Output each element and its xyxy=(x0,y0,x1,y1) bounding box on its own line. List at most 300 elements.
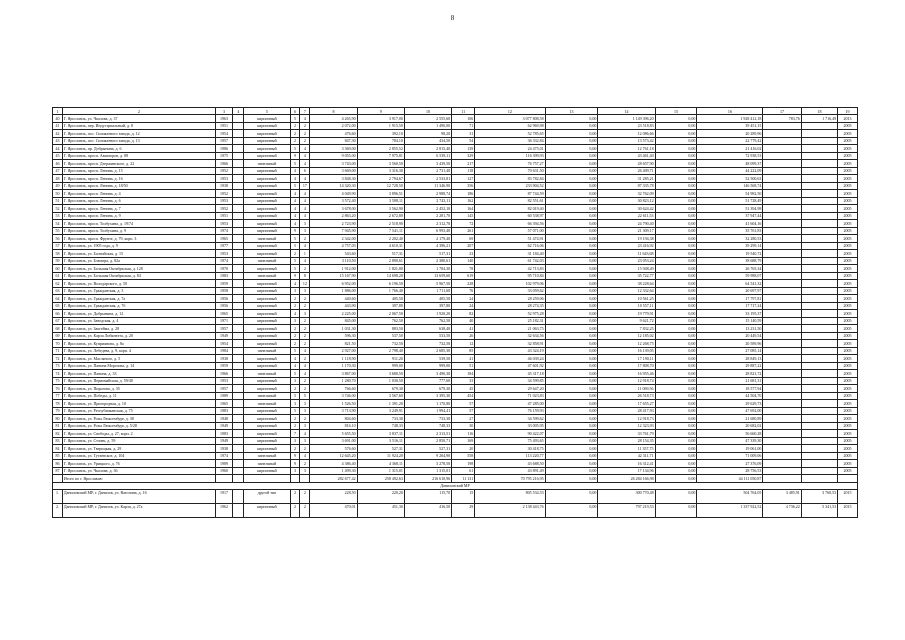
table-cell: 1 716,49 xyxy=(801,115,837,123)
table-cell xyxy=(233,445,244,453)
table-cell: 33 xyxy=(452,377,475,385)
table-cell: 1951 xyxy=(215,212,233,220)
table-cell xyxy=(801,137,837,145)
table-row xyxy=(53,437,858,445)
table-cell: 3 560,50 xyxy=(357,160,404,168)
table-cell: 5 xyxy=(290,115,300,123)
table-cell xyxy=(233,325,244,333)
table-cell: 10 557,11 xyxy=(598,302,655,310)
table-cell: 576,60 xyxy=(310,445,357,453)
table-cell: 470,01 xyxy=(310,504,357,518)
table-cell: 2 xyxy=(290,415,300,423)
table-cell: 3 316,30 xyxy=(357,167,404,175)
table-cell: 113 220,77 xyxy=(475,452,545,460)
table-cell: 2 xyxy=(300,415,310,423)
table-cell: 2005 xyxy=(838,340,858,348)
table-cell xyxy=(233,227,244,235)
table-cell: кирпичный xyxy=(244,190,290,198)
table-cell: 0,00 xyxy=(545,377,598,385)
table-row xyxy=(53,212,858,220)
table-cell: панельный xyxy=(244,400,290,408)
table-cell xyxy=(763,295,801,303)
table-cell: кирпичный xyxy=(244,220,290,228)
table-cell: 9 xyxy=(290,452,300,460)
table-cell: Г. Ярославль, ул. Панина, д. 33 xyxy=(62,370,215,378)
table-cell xyxy=(763,220,801,228)
table-cell: кирпичный xyxy=(244,504,290,518)
table-cell: 2 312,70 xyxy=(404,220,451,228)
table-cell: 72 938,53 xyxy=(697,152,763,160)
table-cell: кирпичный xyxy=(244,137,290,145)
table-cell: 2 xyxy=(300,302,310,310)
table-cell: 17 797,81 xyxy=(697,295,763,303)
table-cell: кирпичный xyxy=(244,317,290,325)
table-row xyxy=(53,235,858,243)
table-cell: кирпичный xyxy=(244,422,290,430)
table-cell: 2 179,40 xyxy=(404,235,451,243)
table-cell: 2005 xyxy=(838,302,858,310)
table-cell xyxy=(801,422,837,430)
table-cell: 44 xyxy=(53,145,63,153)
table-cell: 6 xyxy=(300,167,310,175)
table-cell: 0,00 xyxy=(545,407,598,415)
table-cell: 15 167,90 xyxy=(310,272,357,280)
table-cell: Г. Ярославль, ул. Лебедева, д. 9, корп. 4 xyxy=(62,347,215,355)
table-cell: 53 xyxy=(53,212,63,220)
table-cell xyxy=(763,445,801,453)
table-row xyxy=(53,115,858,123)
table-cell: 140 xyxy=(452,257,475,265)
table-cell: 0,00 xyxy=(655,362,697,370)
table-row xyxy=(53,302,858,310)
table-cell: 2 xyxy=(300,504,310,518)
table-cell: 533,50 xyxy=(404,332,451,340)
table-cell: 29 647,20 xyxy=(475,385,545,393)
table-cell xyxy=(233,362,244,370)
table-cell: 0,00 xyxy=(545,167,598,175)
table-cell: 47 601,92 xyxy=(475,362,545,370)
table-cell: 434,50 xyxy=(404,137,451,145)
table-cell: 619 xyxy=(452,272,475,280)
table-cell: Даниловский МР, г. Данилов, ул. Карла, д. 27а xyxy=(62,504,215,518)
table-cell xyxy=(763,212,801,220)
table-cell: 2005 xyxy=(838,280,858,288)
table-cell xyxy=(801,265,837,273)
table-cell: 1965 xyxy=(215,400,233,408)
table-cell: Г. Ярославль, просп. Ленина, д. 9 xyxy=(62,212,215,220)
table-cell: 2 xyxy=(300,235,310,243)
table-cell: 17 655,27 xyxy=(598,400,655,408)
table-cell: 3 395,30 xyxy=(404,392,451,400)
table-cell: 106 xyxy=(452,115,475,123)
table-cell xyxy=(763,467,801,475)
table-cell: 28 274,35 xyxy=(475,302,545,310)
table-cell: Г. Ярославль, ул. Масляного, д. 5 xyxy=(62,355,215,363)
table-cell: 2 xyxy=(300,332,310,340)
table-cell: 4 xyxy=(300,175,310,183)
table-cell xyxy=(233,280,244,288)
table-cell: 21 063,75 xyxy=(475,325,545,333)
table-row xyxy=(53,347,858,355)
table-cell: Г. Ярославль, ул. Пирогова, д. 35 xyxy=(62,385,215,393)
table-cell: кирпичный xyxy=(244,302,290,310)
table-cell xyxy=(801,130,837,138)
table-cell xyxy=(244,475,290,483)
table-cell: 65 xyxy=(53,302,63,310)
table-cell: 3 837,11 xyxy=(357,430,404,438)
table-cell: 3 xyxy=(290,317,300,325)
table-cell: Г. Ярославль, ул. Закгейма, д. 28 xyxy=(62,325,215,333)
table-cell: 0,00 xyxy=(545,250,598,258)
table-cell: 0,00 xyxy=(545,332,598,340)
table-cell: 80 xyxy=(53,415,63,423)
table-cell: 543,60 xyxy=(310,250,357,258)
table-cell: Г. Ярославль, просп. Фрунзе, д. 79, корп. 3 xyxy=(62,235,215,243)
table-cell: 4 xyxy=(300,370,310,378)
table-cell: 30 xyxy=(452,422,475,430)
table-cell: 4 xyxy=(290,220,300,228)
table-cell: 2005 xyxy=(838,415,858,423)
table-cell xyxy=(801,415,837,423)
table-cell: 83 xyxy=(53,437,63,445)
table-cell: 82 xyxy=(452,310,475,318)
table-cell: 20 682,02 xyxy=(697,422,763,430)
table-cell: кирпичный xyxy=(244,325,290,333)
table-cell: Г. Ярославль, ул. Розы Люксембург, д. 38 xyxy=(62,415,215,423)
table-row xyxy=(53,175,858,183)
table-cell: 596,30 xyxy=(310,332,357,340)
table-cell: 4 xyxy=(290,355,300,363)
table-cell: 0,00 xyxy=(655,504,697,518)
table-cell: 0,00 xyxy=(655,407,697,415)
table-cell: 2 xyxy=(290,340,300,348)
table-cell: кирпичный xyxy=(244,295,290,303)
table-cell: 48 xyxy=(53,175,63,183)
table-cell: 19 194,38 xyxy=(598,235,655,243)
table-cell: Г. Ярославль, просп. Ленина, д. 16 xyxy=(62,175,215,183)
table-cell: 220,20 xyxy=(357,490,404,504)
table-cell xyxy=(233,130,244,138)
table-cell: 0,00 xyxy=(655,145,697,153)
table-cell: кирпичный xyxy=(244,205,290,213)
table-cell: 0,00 xyxy=(545,190,598,198)
table-cell: 72 xyxy=(452,220,475,228)
table-row xyxy=(53,295,858,303)
table-cell: 0,00 xyxy=(545,362,598,370)
table-cell: 0,00 xyxy=(655,137,697,145)
table-cell: 62 716,06 xyxy=(475,242,545,250)
table-cell: 43 461,40 xyxy=(598,152,655,160)
table-row xyxy=(53,407,858,415)
table-cell: 1 315,01 xyxy=(357,467,404,475)
table-cell: 62 xyxy=(53,280,63,288)
table-cell: Г. Ярославль, ул. Свободы, д. 27, корп. 2 xyxy=(62,430,215,438)
table-cell xyxy=(233,265,244,273)
table-cell: 1957 xyxy=(215,385,233,393)
table-cell xyxy=(233,272,244,280)
table-cell xyxy=(233,385,244,393)
table-cell xyxy=(763,182,801,190)
table-cell: 2 067,50 xyxy=(357,310,404,318)
table-cell: 37 947,44 xyxy=(697,212,763,220)
table-cell: 1984 xyxy=(215,347,233,355)
table-cell: 57 xyxy=(452,407,475,415)
table-cell: 0,00 xyxy=(655,460,697,468)
table-cell: кирпичный xyxy=(244,130,290,138)
table-cell: 60 xyxy=(53,265,63,273)
table-cell: 50 xyxy=(53,190,63,198)
table-cell: 4 xyxy=(290,205,300,213)
table-cell: 55 xyxy=(53,227,63,235)
table-cell: Г. Ярославль, просп. Ленина, д. 6 xyxy=(62,197,215,205)
table-cell: 28 821,72 xyxy=(697,370,763,378)
table-cell: кирпичный xyxy=(244,197,290,205)
table-cell: 911,20 xyxy=(357,355,404,363)
table-cell: 783,76 xyxy=(763,115,801,123)
table-cell: 2005 xyxy=(838,257,858,265)
table-cell: 28 849,13 xyxy=(697,355,763,363)
table-cell xyxy=(763,302,801,310)
table-cell: 4 xyxy=(300,347,310,355)
table-cell: 300 770,48 xyxy=(598,490,655,504)
table-cell: 1962 xyxy=(215,504,233,518)
table-cell: 2 342,00 xyxy=(310,235,357,243)
table-cell: 216 610,96 xyxy=(404,475,451,483)
table-cell: 527,31 xyxy=(404,445,451,453)
table-cell: 999,00 xyxy=(404,362,451,370)
table-cell: 0,00 xyxy=(545,445,598,453)
table-cell: 4 xyxy=(290,212,300,220)
table-cell: 2 xyxy=(290,332,300,340)
table-cell: 82 551,61 xyxy=(475,197,545,205)
table-row xyxy=(53,130,858,138)
table-cell: 2005 xyxy=(838,122,858,130)
table-cell: 43 688,50 xyxy=(475,460,545,468)
table-cell: 2 225,00 xyxy=(310,310,357,318)
table-cell: 5 xyxy=(290,145,300,153)
table-cell: 52 975,28 xyxy=(475,310,545,318)
table-cell: кирпичный xyxy=(244,340,290,348)
table-cell: 83 782,84 xyxy=(475,175,545,183)
table-cell: 76 xyxy=(53,385,63,393)
table-cell: 9 621,72 xyxy=(598,317,655,325)
table-cell: 3 572,40 xyxy=(310,197,357,205)
table-cell: 261 xyxy=(452,227,475,235)
table-cell: 12 728,50 xyxy=(357,182,404,190)
table-cell: 4 xyxy=(290,280,300,288)
table-cell: 1970 xyxy=(215,265,233,273)
table-cell: Г. Ярославль, ул. Большая Октябрьская, д. 84 xyxy=(62,272,215,280)
table-cell: 1 030,50 xyxy=(357,377,404,385)
table-cell: панельный xyxy=(244,460,290,468)
table-cell: 1977 xyxy=(215,242,233,250)
table-row xyxy=(53,377,858,385)
table-cell: 0,00 xyxy=(655,310,697,318)
table-cell: 45 xyxy=(53,152,63,160)
table-cell: 54 xyxy=(53,220,63,228)
table-row xyxy=(53,287,858,295)
table-cell: 0,00 xyxy=(545,475,598,483)
table-cell: 33 005,95 xyxy=(475,422,545,430)
table-cell: 61 xyxy=(53,272,63,280)
table-cell: 41 xyxy=(53,122,63,130)
table-cell: 2 xyxy=(300,445,310,453)
table-cell: Г. Ярославль, ул. Добрынина, д. 12 xyxy=(62,310,215,318)
table-cell: 35 761,83 xyxy=(697,227,763,235)
table-cell: 2005 xyxy=(838,317,858,325)
table-cell: 70 795 216,95 xyxy=(475,475,545,483)
table-cell xyxy=(763,317,801,325)
table-cell: 0,00 xyxy=(545,235,598,243)
table-cell: Г. Ярославль, ул. Куприяновa, д. 8а xyxy=(62,340,215,348)
table-cell xyxy=(233,317,244,325)
table-cell: 1 xyxy=(300,250,310,258)
table-cell: 24 475,01 xyxy=(475,145,545,153)
table-cell: 1989 xyxy=(215,460,233,468)
table-cell: 0,00 xyxy=(655,475,697,483)
table-cell: 51 xyxy=(53,197,63,205)
table-cell: кирпичный xyxy=(244,407,290,415)
table-cell xyxy=(801,287,837,295)
table-cell: 67 xyxy=(53,317,63,325)
table-cell: 14 698,20 xyxy=(357,272,404,280)
table-cell: 5 xyxy=(290,242,300,250)
table-cell: 0,00 xyxy=(545,370,598,378)
table-cell: 44 504,70 xyxy=(697,392,763,400)
table-cell: 1 280,70 xyxy=(310,377,357,385)
table-cell: Г. Ярославль, ул. Стачек, д. 59 xyxy=(62,437,215,445)
table-cell: 43 324,19 xyxy=(475,347,545,355)
table-cell xyxy=(233,475,244,483)
table-cell: 6 993,40 xyxy=(404,227,451,235)
table-cell xyxy=(233,287,244,295)
table-cell: Г. Ярославль, просп. Ленина, д. 18/50 xyxy=(62,182,215,190)
table-cell: 0,00 xyxy=(545,242,598,250)
table-cell: 164 xyxy=(452,205,475,213)
table-row xyxy=(53,467,858,475)
table-cell: 0,00 xyxy=(655,490,697,504)
table-cell xyxy=(763,332,801,340)
table-cell: 2 555,60 xyxy=(404,115,451,123)
table-cell: 2 xyxy=(290,295,300,303)
table-cell: 2 xyxy=(300,385,310,393)
table-cell xyxy=(233,190,244,198)
table-cell xyxy=(801,377,837,385)
table-cell: 0,00 xyxy=(655,227,697,235)
table-cell: 4 xyxy=(300,362,310,370)
table-cell: 0,00 xyxy=(655,347,697,355)
table-cell: 4 xyxy=(290,175,300,183)
table-cell: 33 195,37 xyxy=(697,310,763,318)
table-cell: 0,00 xyxy=(655,272,697,280)
table-cell: 0,00 xyxy=(655,212,697,220)
table-row xyxy=(53,160,858,168)
housing-registry-table xyxy=(52,107,858,518)
table-cell: 1948 xyxy=(215,415,233,423)
table-cell: 3 680,50 xyxy=(357,370,404,378)
table-cell: 4 xyxy=(290,190,300,198)
table-cell xyxy=(233,152,244,160)
table-cell: 1959 xyxy=(215,280,233,288)
table-cell: 12 645,20 xyxy=(310,452,357,460)
table-cell: 0,00 xyxy=(545,295,598,303)
table-cell xyxy=(233,370,244,378)
table-cell xyxy=(233,422,244,430)
table-cell xyxy=(801,227,837,235)
table-cell: 2 xyxy=(300,122,310,130)
table-cell: 356 xyxy=(452,182,475,190)
table-cell: 233 904,52 xyxy=(475,182,545,190)
table-cell: 0,00 xyxy=(545,422,598,430)
table-cell: 0,00 xyxy=(655,235,697,243)
table-cell: 19 540,72 xyxy=(697,250,763,258)
table-cell: 33 761,79 xyxy=(598,430,655,438)
table-cell: 2 380,61 xyxy=(404,257,451,265)
table-cell: кирпичный xyxy=(244,242,290,250)
table-row xyxy=(53,392,858,400)
table-cell xyxy=(801,212,837,220)
table-cell: 3 xyxy=(290,467,300,475)
table-cell: 0,00 xyxy=(655,355,697,363)
table-cell xyxy=(233,145,244,153)
table-cell: 4 396,21 xyxy=(404,242,451,250)
table-cell: 26 518,73 xyxy=(598,392,655,400)
table-cell xyxy=(801,242,837,250)
table-cell: 258 492,63 xyxy=(357,475,404,483)
table-cell: 23 053,24 xyxy=(598,257,655,265)
table-cell: 71 xyxy=(53,347,63,355)
table-cell: 38 228,64 xyxy=(598,280,655,288)
table-cell: 4 xyxy=(300,205,310,213)
table-cell xyxy=(801,340,837,348)
table-row xyxy=(53,197,858,205)
table-cell: 2 072,00 xyxy=(310,122,357,130)
table-cell: 816,10 xyxy=(310,422,357,430)
table-cell: 127 xyxy=(452,175,475,183)
table-cell xyxy=(233,137,244,145)
table-cell: 1983 xyxy=(215,430,233,438)
table-cell xyxy=(763,235,801,243)
table-cell: 0,00 xyxy=(545,160,598,168)
table-cell: 3 896,51 xyxy=(357,190,404,198)
table-cell xyxy=(215,475,233,483)
table-cell: 2005 xyxy=(838,265,858,273)
table-row xyxy=(53,430,858,438)
table-cell: 2 xyxy=(62,108,215,115)
table-cell: 0,00 xyxy=(655,392,697,400)
table-cell: 12 918,73 xyxy=(598,415,655,423)
table-cell: 102 979,06 xyxy=(475,280,545,288)
table-cell: 1 170,80 xyxy=(404,400,451,408)
table-cell: 1983 xyxy=(215,407,233,415)
table-cell: 42 311,71 xyxy=(598,452,655,460)
table-cell: 2 xyxy=(290,325,300,333)
table-cell: 0,00 xyxy=(545,392,598,400)
table-cell: 12 332,64 xyxy=(598,287,655,295)
table-cell: 2. xyxy=(53,504,63,518)
table-row xyxy=(53,280,858,288)
table-cell: 0,00 xyxy=(655,377,697,385)
table-cell: 2 xyxy=(300,355,310,363)
table-cell: 23 xyxy=(452,250,475,258)
table-cell: 748,33 xyxy=(357,422,404,430)
table-cell: 0,00 xyxy=(655,467,697,475)
table-cell: кирпичный xyxy=(244,415,290,423)
table-cell: панельный xyxy=(244,370,290,378)
table-cell: 145 xyxy=(452,212,475,220)
table-cell: Г. Ярославль, ул. Гражданская, д. 7б xyxy=(62,302,215,310)
table-cell xyxy=(763,430,801,438)
